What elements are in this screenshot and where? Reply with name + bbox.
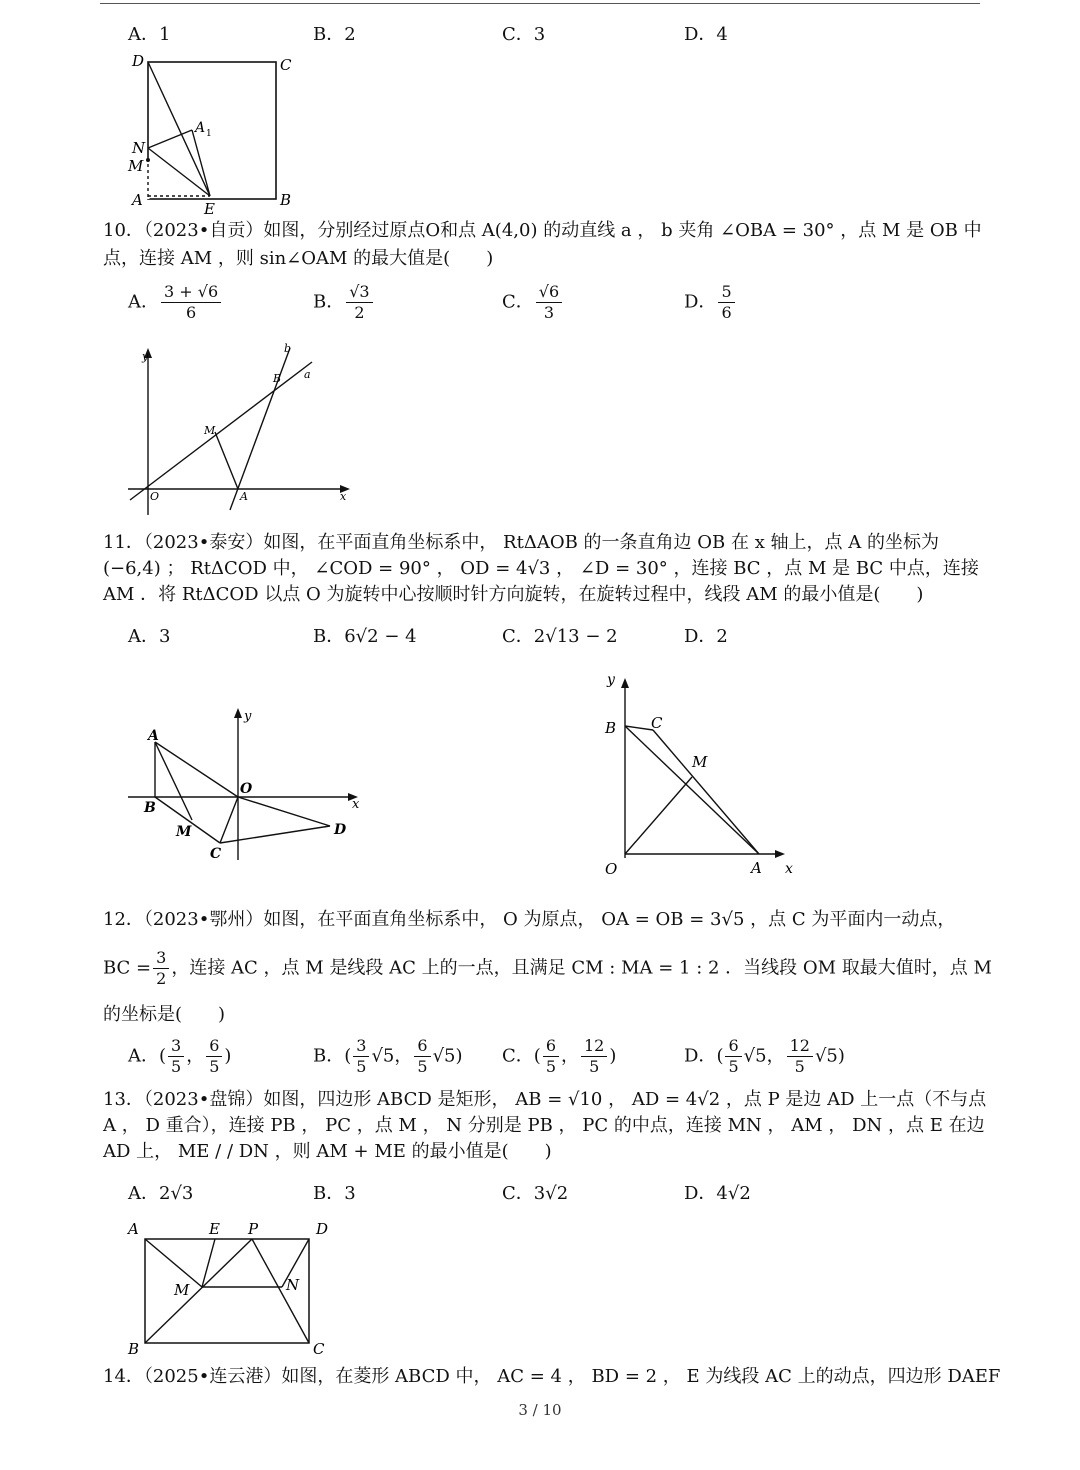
q12-option-d-frac1 <box>725 1036 741 1077</box>
q9-option-c[interactable]: C．3 <box>502 24 546 45</box>
y-axis-arrow-icon <box>621 678 629 688</box>
num: 6 <box>725 1036 741 1057</box>
den: 5 <box>728 1057 739 1076</box>
label-y: y <box>607 672 615 688</box>
segment-am <box>215 432 238 489</box>
q9-option-b[interactable]: B．2 <box>313 24 356 45</box>
label-o: O <box>150 490 160 503</box>
q12-stem-line3: 的坐标是( ) <box>103 1004 226 1025</box>
q12-stem-line2 <box>103 948 992 989</box>
den: 5 <box>589 1057 600 1076</box>
q10-option-b[interactable] <box>313 282 375 323</box>
q10-option-d-num: 5 <box>718 282 734 303</box>
den: 5 <box>356 1057 367 1076</box>
q12-option-d-frac2 <box>787 1036 813 1077</box>
den: 5 <box>171 1057 182 1076</box>
label-a-point: A <box>240 490 248 503</box>
label-a: A <box>751 859 762 877</box>
q10-option-c[interactable] <box>502 282 564 323</box>
square-outline <box>148 62 276 199</box>
label-m: M <box>176 824 192 840</box>
q11-option-a[interactable]: A．3 <box>128 626 171 647</box>
q11-stem-line1: 11．（2023•泰安）如图，在平面直角坐标系中， RtΔAOB 的一条直角边 OB 在 x 轴上，点 A 的坐标为 <box>103 532 940 553</box>
q12-stem-line1: 12．（2023•鄂州）如图，在平面直角坐标系中， O 为原点， OA = OB = 3√5 ，点 C 为平面内一动点， <box>103 909 956 930</box>
segment-ba <box>625 726 759 854</box>
label-a: A <box>148 728 159 744</box>
rectangle-abcd <box>145 1239 309 1343</box>
q10-option-b-num: √3 <box>346 282 372 303</box>
q10-option-b-den: 2 <box>354 303 365 322</box>
q10-option-a-fraction <box>161 282 221 323</box>
q9-square-figure <box>120 48 310 218</box>
sqrt: √5 <box>371 1045 395 1067</box>
label-y: y <box>142 350 149 363</box>
label-m: M <box>128 157 144 175</box>
den: 5 <box>417 1057 428 1076</box>
label-e: E <box>209 1220 220 1238</box>
q12-line2-rest: ，连接 AC ，点 M 是线段 AC 上的一点，且满足 CM : MA = 1 : 2 ．当线段 OM 取最大值时，点 M <box>171 957 992 979</box>
label-c: C <box>651 714 663 732</box>
q10-option-c-fraction <box>536 282 562 323</box>
label-m: M <box>174 1281 190 1299</box>
segment-om <box>625 777 692 854</box>
q9-option-d[interactable]: D．4 <box>684 24 728 45</box>
q10-stem-line1: 10．（2023•自贡）如图，分别经过原点O和点 A(4,0) 的动直线 a ， b 夹角 ∠OBA = 30° ，点 M 是 OB 中 <box>103 220 982 241</box>
label-c: C <box>280 56 292 74</box>
label-x: x <box>785 861 793 877</box>
q9-option-a[interactable]: A．1 <box>128 24 171 45</box>
q10-option-b-fraction <box>346 282 372 323</box>
q11-option-c[interactable]: C．2√13 − 2 <box>502 626 618 647</box>
q11-option-d[interactable]: D．2 <box>684 626 728 647</box>
sqrt: √5 <box>814 1045 838 1067</box>
label-b: B <box>128 1340 140 1358</box>
q11-stem-line2: (−6,4) ； RtΔCOD 中， ∠COD = 90° ， OD = 4√3 ， ∠D = 30° ，连接 BC ，点 M 是 BC 中点，连接 <box>103 558 979 579</box>
q12-option-b-label: B． <box>313 1045 345 1067</box>
q11-rotation-figure <box>120 700 380 870</box>
q12-option-a-label: A． <box>128 1045 159 1067</box>
q11-second-figure <box>595 670 805 880</box>
q12-option-c[interactable]: C．( $\frac{6}{5}$ ， $\frac{12}{5}$ ) <box>502 1036 617 1076</box>
x-axis-arrow-icon <box>775 850 785 858</box>
label-c: C <box>210 846 222 862</box>
label-m: M <box>692 753 708 771</box>
q12-option-a-frac1 <box>168 1036 184 1077</box>
q12-bc-prefix: BC = <box>103 957 152 979</box>
den: 5 <box>545 1057 556 1076</box>
q13-stem-line2: A ， D 重合），连接 PB ， PC ，点 M ， N 分别是 PB ， PC 的中点，连接 MN ， AM ， DN ，点 E 在边 <box>103 1115 985 1136</box>
q13-option-a[interactable]: A．2√3 <box>128 1183 194 1204</box>
segment-na1 <box>148 130 192 148</box>
segment-cd <box>220 826 330 843</box>
line-a <box>130 362 312 500</box>
label-y: y <box>244 709 252 724</box>
label-n: N <box>286 1276 300 1294</box>
num: 3 <box>168 1036 184 1057</box>
segment-me <box>202 1239 215 1287</box>
q12-option-c-frac2 <box>581 1036 607 1077</box>
label-x: x <box>340 490 347 503</box>
q10-stem-line2: 点，连接 AM ，则 sin∠OAM 的最大值是( ) <box>103 248 494 269</box>
top-rule <box>100 3 980 4</box>
label-d: D <box>316 1220 329 1238</box>
q13-stem-line3: AD 上， ME / / DN ，则 AM + ME 的最小值是( ) <box>103 1141 552 1162</box>
q11-stem-line3: AM ．将 RtΔCOD 以点 O 为旋转中心按顺时针方向旋转，在旋转过程中，线段 AM 的最小值是( ) <box>103 584 924 605</box>
q12-option-d-label: D． <box>684 1045 717 1067</box>
q12-option-a-frac2 <box>206 1036 222 1077</box>
label-p: P <box>248 1220 259 1238</box>
num: 6 <box>206 1036 222 1057</box>
q10-graph-figure <box>120 340 360 520</box>
label-b: B <box>605 719 617 737</box>
q10-option-c-num: √6 <box>536 282 562 303</box>
q10-option-a-den: 6 <box>185 303 197 322</box>
q10-option-d-den: 6 <box>721 303 732 322</box>
label-b-line: b <box>284 342 292 355</box>
label-a1-subscript: 1 <box>206 129 212 139</box>
q13-option-d[interactable]: D．4√2 <box>684 1183 751 1204</box>
label-b-point: B <box>273 372 282 385</box>
y-axis-arrow-icon <box>234 708 242 718</box>
q13-stem-line1: 13．（2023•盘锦）如图，四边形 ABCD 是矩形， AB = √10 ， AD = 4√2 ，点 P 是边 AD 上一点（不与点 <box>103 1089 987 1110</box>
segment-bp <box>145 1239 252 1343</box>
label-e: E <box>204 200 215 218</box>
label-b: B <box>280 191 292 209</box>
q10-option-a-num: 3 + √6 <box>161 282 221 303</box>
q10-option-d-fraction <box>718 282 734 323</box>
den: 5 <box>794 1057 805 1076</box>
q10-option-d-label: D． <box>684 291 717 313</box>
q10-option-c-den: 3 <box>543 303 555 322</box>
q13-rectangle-figure <box>120 1214 350 1364</box>
label-a: A <box>128 1220 139 1238</box>
q12-option-c-frac1 <box>543 1036 559 1077</box>
sqrt: √5 <box>432 1045 456 1067</box>
num: 6 <box>543 1036 559 1057</box>
label-d: D <box>132 52 145 70</box>
label-b: B <box>144 800 156 816</box>
q12-option-c-label: C． <box>502 1045 534 1067</box>
label-o: O <box>240 781 253 797</box>
q12-bc-num: 3 <box>153 948 169 969</box>
num: 6 <box>414 1036 430 1057</box>
den: 5 <box>209 1057 220 1076</box>
q13-option-b[interactable]: B．3 <box>313 1183 356 1204</box>
num: 12 <box>581 1036 607 1057</box>
label-d: D <box>334 822 347 838</box>
q12-option-d[interactable]: D．( $\frac{6}{5}$ √5， $\frac{12}{5}$ √5) <box>684 1036 845 1076</box>
sqrt: √5 <box>743 1045 767 1067</box>
segment-oc <box>220 797 238 843</box>
q10-option-a-label: A． <box>128 291 159 313</box>
q10-option-d[interactable] <box>684 282 737 323</box>
q10-option-c-label: C． <box>502 291 534 313</box>
label-c: C <box>313 1340 325 1358</box>
q12-bc-den: 2 <box>156 969 167 988</box>
label-o: O <box>605 860 618 878</box>
q12-option-b-frac2 <box>414 1036 430 1077</box>
segment-ca <box>653 730 759 854</box>
num: 3 <box>353 1036 369 1057</box>
q12-bc-fraction <box>153 948 169 989</box>
label-a-line: a <box>304 368 311 381</box>
segment-od <box>238 797 330 826</box>
page-number: 3 / 10 <box>518 1401 562 1419</box>
segment-ne <box>148 148 210 196</box>
q13-option-c[interactable]: C．3√2 <box>502 1183 569 1204</box>
q12-option-b[interactable]: B．( $\frac{3}{5}$ √5， $\frac{6}{5}$ √5) <box>313 1036 463 1076</box>
label-a1: A <box>195 120 206 136</box>
q12-option-a[interactable]: A．( $\frac{3}{5}$ ， $\frac{6}{5}$ ) <box>128 1036 232 1076</box>
label-n: N <box>132 139 146 157</box>
label-x: x <box>352 797 360 812</box>
q11-option-b[interactable]: B．6√2 − 4 <box>313 626 417 647</box>
q14-stem-line1: 14．（2025•连云港）如图，在菱形 ABCD 中， AC = 4 ， BD = 2 ， E 为线段 AC 上的动点，四边形 DAEF <box>103 1366 1001 1387</box>
q10-option-a[interactable] <box>128 282 223 323</box>
q12-option-b-frac1 <box>353 1036 369 1077</box>
segment-am <box>145 1239 202 1287</box>
q10-option-b-label: B． <box>313 291 345 313</box>
point-m <box>146 158 150 162</box>
label-a: A <box>132 191 143 209</box>
num: 12 <box>787 1036 813 1057</box>
label-m: M <box>204 424 216 437</box>
